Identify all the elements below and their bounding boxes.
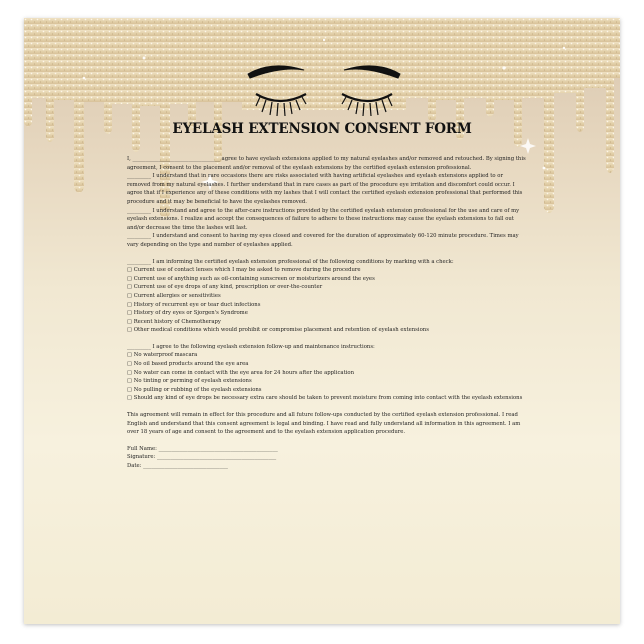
condition-item[interactable]: □ Recent history of Chemotherapy	[127, 318, 221, 325]
form-body	[127, 155, 527, 471]
followup-item[interactable]: □ No oil based products around the eye area	[127, 361, 249, 368]
closing-paragraph: This agreement will remain in effect for this procedure and all future follow-ups conducted by the certified eyelash extension professional. I read English and understand that this consent agreement is legal and binding. I have read and fully understand all information in this agreement. I am over 18 years of age and consent to the agreement and to the eyelash extension application procedure.	[127, 412, 521, 436]
risk-paragraph: _________ I understand that in rare occasions there are risks associated with having artificial eyelashes and eyelash extensions applied to or removed from my natural eyelashes. I further understand that in rare cases as part of the procedure eye irritation and discomfort could occur. I agree that if I experience any of these conditions with my lashes that I will contact the certified eyelash extension professional that performed this procedure and it may be beneficial to have the eyelashes removed.	[127, 173, 523, 205]
condition-item[interactable]: □ Current allergies or sensitivities	[127, 292, 221, 299]
full-name-field[interactable]: Full Name: _____________________________________________	[127, 445, 278, 452]
condition-item[interactable]: □ History of recurrent eye or tear duct infections	[127, 301, 261, 308]
form-title: EYELASH EXTENSION CONSENT FORM	[172, 121, 472, 137]
followup-item[interactable]: □ No water can come in contact with the eye area for 24 hours after the application	[127, 369, 354, 376]
followup-item[interactable]: □ No waterproof mascara	[127, 352, 198, 359]
followup-intro: _________ I agree to the following eyelash extension follow-up and maintenance instructions:	[127, 343, 375, 350]
condition-item[interactable]: □ Current use of contact lenses which I may be asked to remove during the procedure	[127, 267, 361, 274]
condition-item[interactable]: □ History of dry eyes or Sjorgen's Syndrome	[127, 310, 248, 317]
followup-item[interactable]: □ Should any kind of eye drops be necessary extra care should be taken to prevent moisture from coming into contact with the eyelash extensions	[127, 395, 523, 402]
aftercare-paragraph: _________ I understand and agree to the after-care instructions provided by the certified eyelash extension professional for the use and care of my eyelash extensions. I realize and accept the consequences of failure to adhere to these instructions may cause the eyelash extensions to fall out and/or decrease the time the lashes will last.	[127, 207, 520, 231]
condition-item[interactable]: □ Other medical conditions which would prohibit or compromise placement and retention of eyelash extensions	[127, 327, 429, 334]
signature-field[interactable]: Signature: _____________________________________________	[127, 454, 277, 461]
closed-eyes-lashes-logo	[242, 60, 406, 120]
followup-item[interactable]: □ No tinting or perming of eyelash extensions	[127, 378, 252, 385]
intro-paragraph: I, _________________________________ agree to have eyelash extensions applied to my natural eyelashes and/or removed and retouched. By signing this agreement, I consent to the placement and/or removal of the eyelash extensions by the certified eyelash extension professional.	[127, 156, 526, 171]
date-field[interactable]: Date: ________________________________	[127, 463, 228, 469]
duration-paragraph: _________ I understand and consent to having my eyes closed and covered for the duration of approximately 60-120 minute procedure. Times may vary depending on the type and number of eyelashes applied.	[127, 233, 519, 248]
form-sheet	[24, 18, 620, 624]
followup-item[interactable]: □ No pulling or rubbing of the eyelash extensions	[127, 386, 262, 393]
conditions-intro: _________ I am informing the certified eyelash extension professional of the following conditions by marking with a check:	[127, 258, 454, 265]
condition-item[interactable]: □ Current use of eye drops of any kind, prescription or over-the-counter	[127, 284, 323, 291]
condition-item[interactable]: □ Current use of anything such as oil-containing sunscreen or moisturizers around the eyes	[127, 275, 375, 282]
